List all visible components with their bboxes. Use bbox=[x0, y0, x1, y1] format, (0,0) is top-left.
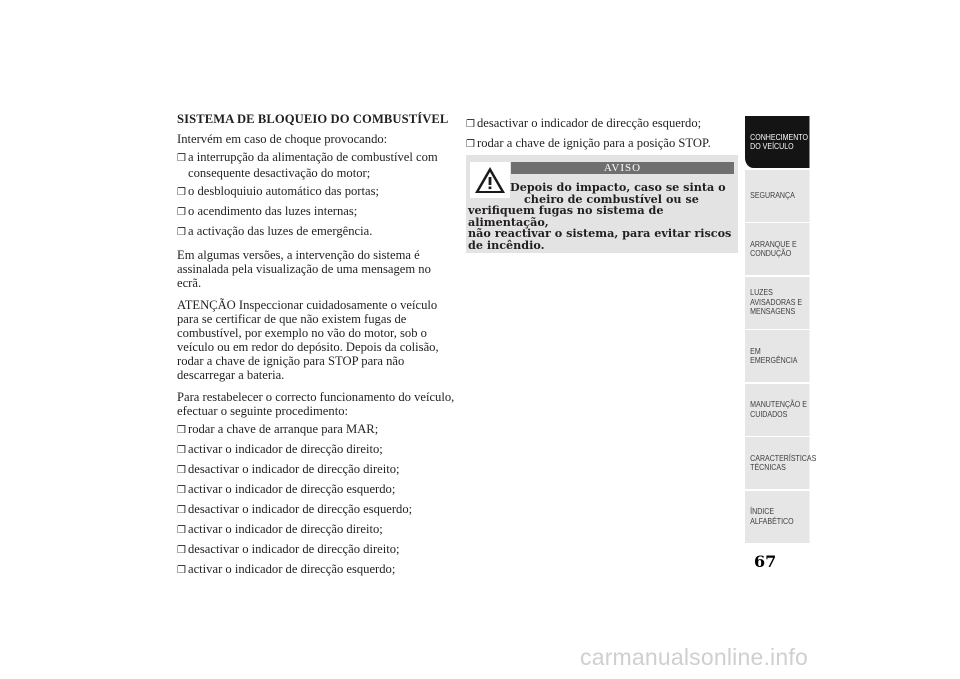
bullet-icon: ❒ bbox=[177, 425, 186, 436]
list-item-text: desactivar o indicador de direcção direito; bbox=[188, 542, 400, 556]
warning-text bbox=[466, 182, 734, 251]
attention-note: ATENÇÃO Inspeccionar cuidadosamente o veículo para se certificar de que não existem fugas de combustível, por exemplo no vão do motor, sob o veículo ou em redor do depósito. Depois da colisão, rodar a chave de ignição para STOP para não descarregar a bateria. bbox=[177, 298, 439, 382]
bullet-icon: ❒ bbox=[177, 227, 186, 238]
left-column bbox=[177, 112, 457, 582]
list-item-text: rodar a chave de arranque para MAR; bbox=[188, 422, 379, 436]
chapter-tab[interactable] bbox=[745, 223, 810, 275]
list-item bbox=[177, 462, 457, 478]
list-item-text: activar o indicador de direcção direito; bbox=[188, 442, 383, 456]
list-item-text: o desbloquiuio automático das portas; bbox=[188, 184, 379, 198]
procedure-intro: Para restabelecer o correcto funcionamento do veículo, efectuar o seguinte procedimento: bbox=[177, 390, 455, 418]
effects-list bbox=[177, 150, 457, 240]
list-item bbox=[177, 422, 457, 438]
warning-title: AVISO bbox=[511, 162, 734, 174]
list-item bbox=[177, 542, 457, 558]
bullet-icon: ❒ bbox=[466, 139, 475, 150]
list-item-text: activar o indicador de direcção esquerdo; bbox=[188, 562, 396, 576]
list-item-text: a interrupção da alimentação de combustível com consequente desactivação do motor; bbox=[188, 150, 438, 180]
bullet-icon: ❒ bbox=[177, 485, 186, 496]
intro-text: Intervém em caso de choque provocando: bbox=[177, 132, 388, 146]
chapter-tab-label: ÍNDICE ALFABÉTICO bbox=[750, 507, 794, 526]
right-column bbox=[466, 116, 741, 156]
page-number: 67 bbox=[754, 552, 777, 571]
chapter-tab-label: EM EMERGÊNCIA bbox=[750, 346, 798, 365]
watermark-text: carmanualsonline.info bbox=[580, 644, 808, 670]
list-item bbox=[177, 482, 457, 498]
warning-line: não reactivar o sistema, para evitar riscos bbox=[468, 226, 732, 240]
bullet-icon: ❒ bbox=[177, 207, 186, 218]
chapter-tab-label: CARACTERÍSTICAS TÉCNICAS bbox=[750, 453, 817, 472]
bullet-icon: ❒ bbox=[177, 505, 186, 516]
list-item-text: activar o indicador de direcção direito; bbox=[188, 522, 383, 536]
chapter-tab-label: ARRANQUE E CONDUÇÃO bbox=[750, 239, 797, 258]
bullet-icon: ❒ bbox=[177, 545, 186, 556]
bullet-icon: ❒ bbox=[177, 187, 186, 198]
section-heading: SISTEMA DE BLOQUEIO DO COMBUSTÍVEL bbox=[177, 112, 449, 126]
bullet-icon: ❒ bbox=[177, 153, 186, 164]
bullet-icon: ❒ bbox=[177, 465, 186, 476]
list-item bbox=[177, 224, 457, 240]
list-item bbox=[466, 116, 741, 132]
bullet-icon: ❒ bbox=[177, 525, 186, 536]
list-item bbox=[177, 502, 457, 518]
warning-line: de incêndio. bbox=[468, 237, 545, 252]
chapter-tab[interactable] bbox=[745, 116, 810, 168]
chapter-tab-label: CONHECIMENTO DO VEÍCULO bbox=[750, 132, 808, 151]
chapter-tab[interactable] bbox=[745, 491, 810, 543]
warning-line: cheiro de combustível ou se bbox=[524, 191, 699, 206]
list-item bbox=[466, 136, 741, 152]
chapter-tab-label: LUZES AVISADORAS E MENSAGENS bbox=[750, 288, 803, 317]
list-item-text: o acendimento das luzes internas; bbox=[188, 204, 358, 218]
right-steps-list bbox=[466, 116, 741, 152]
chapter-tab[interactable] bbox=[745, 384, 810, 436]
chapter-tab-label: SEGURANÇA bbox=[750, 190, 795, 200]
chapter-tab[interactable] bbox=[745, 330, 810, 382]
warning-box bbox=[466, 155, 738, 253]
list-item-text: activar o indicador de direcção esquerdo; bbox=[188, 482, 396, 496]
chapter-tab[interactable] bbox=[745, 170, 810, 222]
steps-list bbox=[177, 422, 457, 578]
bullet-icon: ❒ bbox=[466, 119, 475, 130]
warning-line: verifiquem fugas no sistema de alimentação, bbox=[468, 203, 664, 229]
warning-line: Depois do impacto, caso se sinta o bbox=[510, 180, 726, 194]
list-item bbox=[177, 522, 457, 538]
list-item bbox=[177, 442, 457, 458]
bullet-icon: ❒ bbox=[177, 565, 186, 576]
list-item-text: desactivar o indicador de direcção esquerdo; bbox=[477, 116, 702, 130]
list-item bbox=[177, 184, 457, 200]
chapter-tab[interactable] bbox=[745, 277, 810, 329]
list-item-text: rodar a chave de ignição para a posição STOP. bbox=[477, 136, 711, 150]
versions-note: Em algumas versões, a intervenção do sistema é assinalada pela visualização de uma mensagem no ecrã. bbox=[177, 248, 431, 290]
list-item bbox=[177, 204, 457, 220]
list-item bbox=[177, 150, 457, 180]
list-item-text: desactivar o indicador de direcção esquerdo; bbox=[188, 502, 413, 516]
list-item-text: a activação das luzes de emergência. bbox=[188, 224, 373, 238]
list-item-text: desactivar o indicador de direcção direito; bbox=[188, 462, 400, 476]
list-item bbox=[177, 562, 457, 578]
chapter-tab[interactable] bbox=[745, 437, 817, 489]
bullet-icon: ❒ bbox=[177, 445, 186, 456]
chapter-tab-label: MANUTENÇÃO E CUIDADOS bbox=[750, 400, 807, 419]
chapter-tabs bbox=[745, 116, 820, 544]
